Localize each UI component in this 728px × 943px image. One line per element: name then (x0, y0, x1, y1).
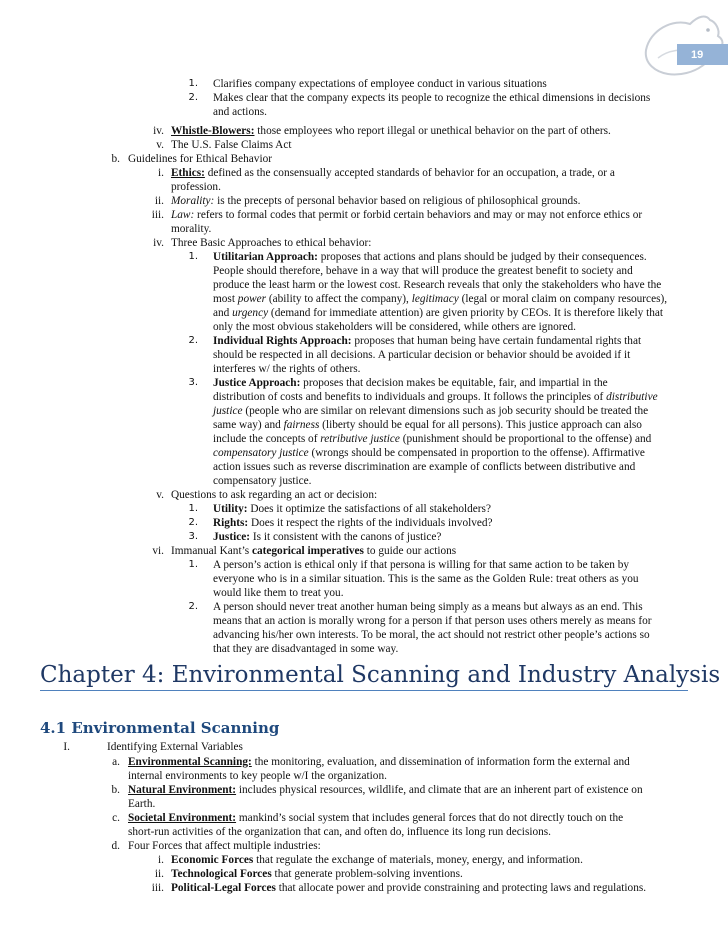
list-marker: d. (111, 840, 120, 852)
term: Natural Environment: (128, 784, 237, 796)
list-item (128, 783, 643, 797)
list-marker: 3. (188, 531, 198, 542)
emphasis: power (237, 293, 267, 305)
list-item: means that an action is morally wrong for a person if that person uses others merely as means for (213, 615, 652, 627)
text: (demand for immediate attention) are given priority by CEOs. It is therefore likely that (268, 307, 664, 319)
list-item (213, 334, 641, 348)
emphasis: legitimacy (411, 293, 459, 305)
list-item: Identifying External Variables (107, 741, 243, 753)
list-item: that they are disadvantaged in some way. (213, 643, 399, 655)
list-item (171, 124, 611, 138)
term: Law: (171, 209, 195, 221)
term: categorical imperatives (251, 545, 364, 557)
list-marker: iv. (153, 237, 164, 249)
list-item (171, 881, 646, 895)
emphasis: distributive (606, 391, 658, 403)
list-item: Four Forces that affect multiple industries: (128, 840, 321, 852)
list-marker: 3. (188, 377, 198, 388)
list-marker: 1. (188, 503, 198, 514)
list-item (213, 418, 642, 432)
term: Ethics: (171, 167, 205, 179)
list-item (213, 250, 647, 264)
list-marker: 2. (188, 92, 198, 103)
list-item (171, 544, 456, 558)
list-item (213, 432, 651, 446)
definition: that allocate power and provide constraining and protecting laws and regulations. (275, 882, 647, 894)
list-item: A person should never treat another human being simply as a means but always as an end. This (213, 601, 643, 613)
list-marker: b. (111, 784, 120, 796)
list-item (213, 306, 663, 320)
list-item: advancing his/her own interests. To be moral, the act should not restrict other people’s actions so (213, 629, 650, 641)
term: Morality: (171, 195, 215, 207)
list-marker: i. (158, 854, 164, 866)
definition: is the precepts of personal behavior based on religious of philosophical grounds. (214, 195, 581, 207)
term: Political-Legal Forces (171, 882, 276, 894)
list-marker: 1. (188, 78, 198, 89)
emphasis: urgency (232, 307, 269, 319)
list-item: compensatory justice. (213, 475, 312, 487)
list-marker: iii. (151, 209, 164, 221)
list-item (213, 390, 658, 404)
list-item: Questions to ask regarding an act or decision: (171, 489, 378, 501)
list-item (213, 446, 645, 460)
definition: Does it respect the rights of the individuals involved? (248, 517, 493, 529)
list-item (213, 516, 493, 530)
list-item (171, 166, 615, 180)
chapter-divider (40, 690, 688, 691)
list-marker: ii. (154, 868, 164, 880)
emphasis: retributive justice (320, 433, 400, 445)
list-item (213, 292, 667, 306)
definition: those employees who report illegal or unethical behavior on the part of others. (254, 125, 611, 137)
list-item: profession. (171, 181, 221, 193)
definition: Is it consistent with the canons of justice? (250, 531, 442, 543)
text: and (213, 307, 233, 319)
term: Individual Rights Approach: (213, 335, 352, 347)
list-item: Makes clear that the company expects its people to recognize the ethical dimensions in decisions (213, 92, 651, 104)
list-item (128, 755, 630, 769)
list-item (128, 811, 623, 825)
term: Rights: (213, 517, 249, 529)
list-item: everyone who is in a similar situation. This is the same as the Golden Rule: treat others as you (213, 573, 639, 585)
list-marker: i. (158, 167, 164, 179)
text: (punishment should be proportional to the offense) and (399, 433, 652, 445)
list-marker: I. (63, 741, 70, 753)
text: (wrongs should be compensated in proportion to the offense). Affirmative (308, 447, 645, 459)
term: Economic Forces (171, 854, 254, 866)
emphasis: fairness (283, 419, 320, 431)
list-marker: 1. (188, 251, 198, 262)
section-title: 4.1 Environmental Scanning (40, 719, 280, 737)
list-item: should be respected in all decisions. A particular decision or behavior should be avoided if it (213, 349, 631, 361)
definition: proposes that human being have certain fundamental rights that (351, 335, 642, 347)
list-marker: a. (112, 756, 120, 768)
text: (legal or moral claim on company resources), (458, 293, 668, 305)
definition: refers to formal codes that permit or forbid certain behaviors and may or may not enforce ethics or (194, 209, 643, 221)
list-item: morality. (171, 223, 212, 235)
list-marker: 1. (188, 559, 198, 570)
list-marker: b. (111, 153, 120, 165)
definition: the monitoring, evaluation, and dissemination of information form the external and (251, 756, 630, 768)
list-marker: vi. (152, 545, 164, 557)
text: same way) and (213, 419, 284, 431)
text: include the concepts of (213, 433, 321, 445)
list-item: action issues such as reverse discrimination are example of conflicts between distributive and (213, 461, 636, 473)
term: Justice Approach: (213, 377, 301, 389)
list-marker: v. (156, 139, 164, 151)
text: to guide our actions (363, 545, 457, 557)
emphasis: compensatory justice (213, 447, 309, 459)
term: Utility: (213, 503, 248, 515)
list-item (213, 530, 441, 544)
list-item: Earth. (128, 798, 156, 810)
definition: that generate problem-solving inventions. (271, 868, 463, 880)
list-item (171, 853, 583, 867)
text: (ability to affect the company), (266, 293, 412, 305)
definition: that regulate the exchange of materials, money, energy, and information. (253, 854, 583, 866)
term: Societal Environment: (128, 812, 237, 824)
list-item (171, 194, 580, 208)
text: most (213, 293, 238, 305)
term: Technological Forces (171, 868, 272, 880)
list-item: only the most obvious stakeholders will be considered, while others are ignored. (213, 321, 576, 333)
list-item: Clarifies company expectations of employee conduct in various situations (213, 78, 547, 90)
list-item (213, 376, 608, 390)
list-item: short-run activities of the organization that can, and often do, influence its long run decisions. (128, 826, 551, 838)
term: Justice: (213, 531, 251, 543)
definition: mankind’s social system that includes general forces that do not directly touch on the (236, 812, 624, 824)
list-marker: v. (156, 489, 164, 501)
definition: includes physical resources, wildlife, and climate that are an inherent part of existence on (236, 784, 643, 796)
definition: Does it optimize the satisfactions of all stakeholders? (247, 503, 491, 515)
list-item: A person’s action is ethical only if that persona is willing for that same action to be taken by (213, 559, 630, 571)
list-item (213, 404, 648, 418)
text: distribution of costs and benefits to individuals and groups. It follows the principles of (213, 391, 607, 403)
list-marker: 2. (188, 517, 198, 528)
list-marker: ii. (154, 195, 164, 207)
definition: defined as the consensually accepted standards of behavior for an occupation, a trade, or a (204, 167, 615, 179)
definition: proposes that decision makes be equitable, fair, and impartial in the (300, 377, 608, 389)
list-item (171, 208, 642, 222)
list-marker: iv. (153, 125, 164, 137)
list-item: would like them to treat you. (213, 587, 344, 599)
list-item: People should therefore, behave in a way that will produce the greatest benefit to society and (213, 265, 633, 277)
term: Environmental Scanning: (128, 756, 252, 768)
list-item (171, 867, 463, 881)
emphasis: justice (213, 405, 243, 417)
text: (people who are similar on relevant dimensions such as job security should be treated the (242, 405, 649, 417)
page-number: 19 (677, 44, 728, 65)
list-item: Guidelines for Ethical Behavior (128, 153, 272, 165)
list-item: interferes w/ the rights of others. (213, 363, 361, 375)
list-item: internal environments to key people w/I the organization. (128, 770, 387, 782)
list-item: Three Basic Approaches to ethical behavior: (171, 237, 372, 249)
term: Utilitarian Approach: (213, 251, 318, 263)
list-marker: 2. (188, 335, 198, 346)
text: (liberty should be equal for all persons). This justice approach can also (319, 419, 642, 431)
list-item (213, 502, 491, 516)
list-marker: 2. (188, 601, 198, 612)
term: Whistle-Blowers: (171, 125, 255, 137)
chapter-title: Chapter 4: Environmental Scanning and Industry Analysis (40, 662, 721, 688)
list-item: The U.S. False Claims Act (171, 139, 292, 151)
text: Immanual Kant’s (171, 545, 252, 557)
list-item: and actions. (213, 106, 267, 118)
definition: proposes that actions and plans should be judged by their consequences. (317, 251, 647, 263)
list-item: produce the least harm or the lowest cost. Research reveals that only the stakeholders who have the (213, 279, 662, 291)
list-marker: c. (112, 812, 120, 824)
list-marker: iii. (151, 882, 164, 894)
